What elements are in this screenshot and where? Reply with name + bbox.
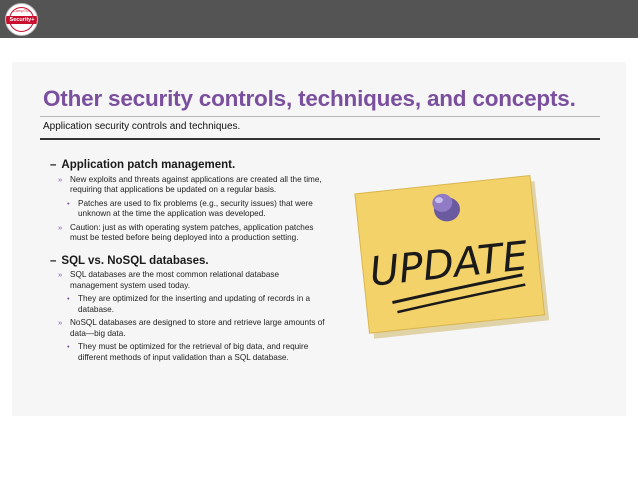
logo-band-text: Security+ bbox=[5, 16, 38, 24]
bullet-item: » New exploits and threats against applications are created all the time, requiring that applications be updated on a regular basis. bbox=[58, 174, 322, 194]
bullet-item: » Caution: just as with operating system patches, application patches must be tested before being deployed into a production setting. bbox=[58, 222, 314, 242]
subtitle-divider bbox=[40, 138, 600, 140]
slide-title: Other security controls, techniques, and concepts. bbox=[43, 86, 576, 111]
bullet-item: » SQL databases are the most common relational database management system used today. bbox=[58, 270, 280, 290]
sub-bullet-item: • Patches are used to fix problems (e.g., security issues) that were unknown at the time the application was developed. bbox=[67, 198, 313, 218]
title-divider bbox=[40, 116, 600, 117]
sub-bullet-item: • They must be optimized for the retrieval of big data, and require different methods of input validation than a SQL database. bbox=[67, 342, 309, 362]
slide-subtitle: Application security controls and techniques. bbox=[43, 121, 241, 132]
logo-top-text: CompTIA bbox=[13, 8, 30, 13]
slide-content bbox=[50, 160, 325, 366]
section-heading: – SQL vs. NoSQL databases. bbox=[50, 254, 209, 267]
update-note-text: UPDATE bbox=[367, 233, 530, 296]
section-heading: – Application patch management. bbox=[50, 159, 236, 171]
sticky-note-graphic bbox=[353, 173, 554, 342]
top-bar bbox=[0, 0, 638, 38]
bullet-item: » NoSQL databases are designed to store and retrieve large amounts of data—big data. bbox=[58, 318, 325, 338]
update-sticky-note bbox=[353, 173, 554, 342]
sub-bullet-item: • They are optimized for the inserting and updating of records in a database. bbox=[67, 294, 311, 314]
comptia-security-plus-logo bbox=[5, 3, 38, 36]
